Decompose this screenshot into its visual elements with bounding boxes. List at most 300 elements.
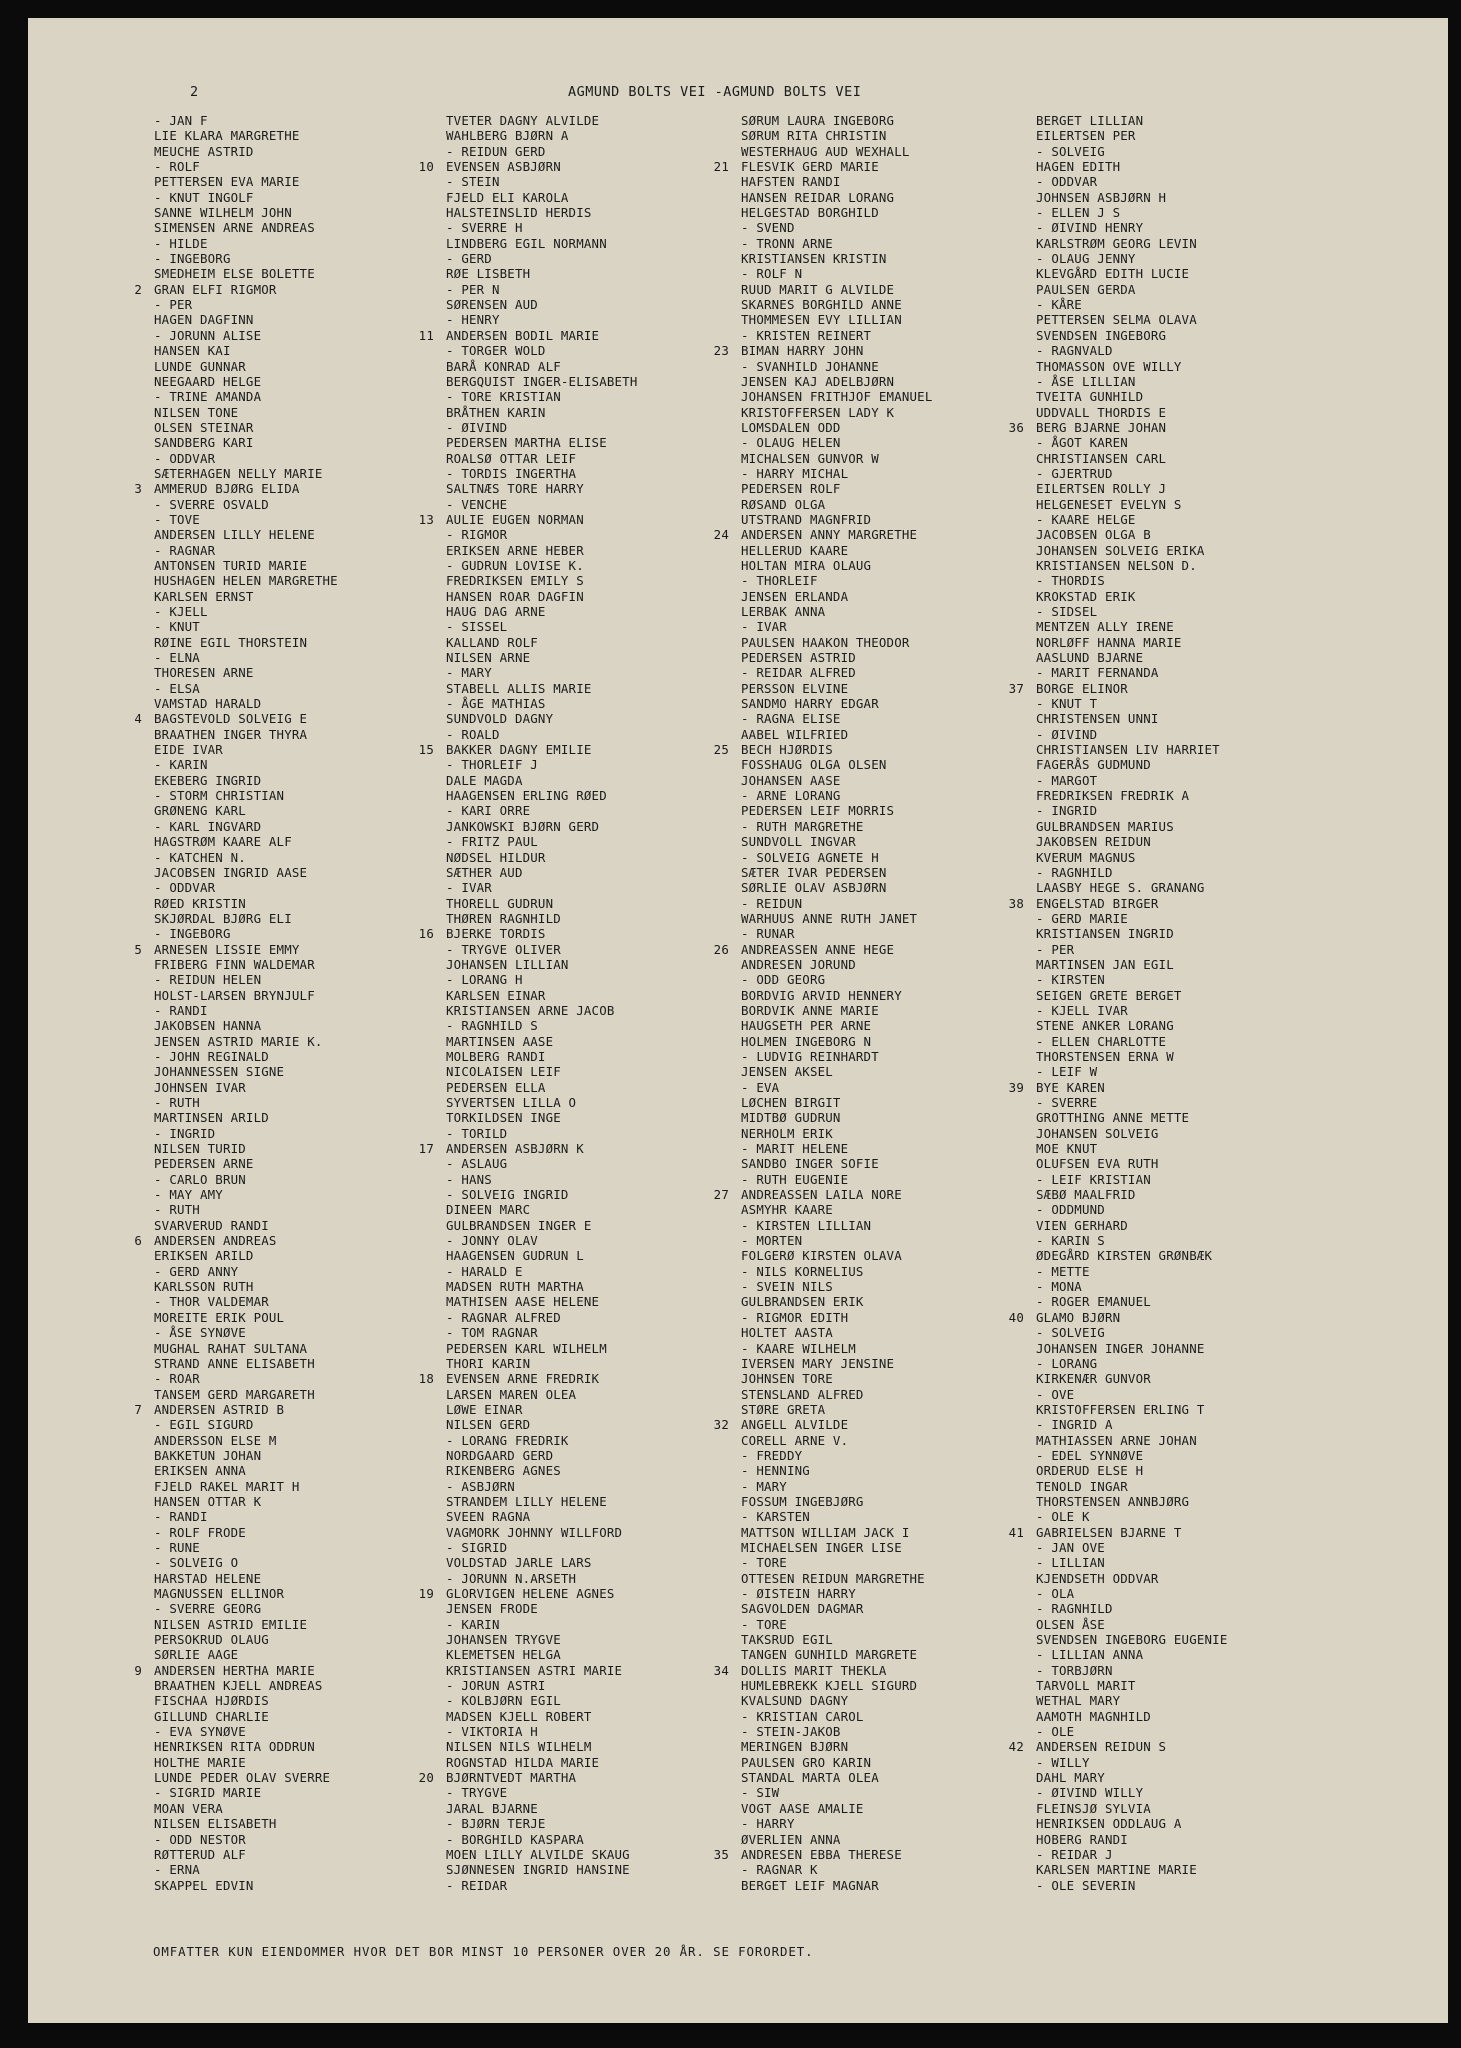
resident-name: - GJERTRUD	[1036, 465, 1113, 481]
resident-name: - ODD GEORG	[741, 972, 826, 988]
resident-name: BAGSTEVOLD SOLVEIG E	[154, 711, 308, 727]
resident-name: EIDE IVAR	[154, 742, 223, 758]
resident-name: KROKSTAD ERIK	[1036, 588, 1136, 604]
resident-name: RØTTERUD ALF	[154, 1846, 246, 1862]
resident-name: PETTERSEN EVA MARIE	[154, 174, 300, 190]
resident-name: PETTERSEN SELMA OLAVA	[1036, 312, 1197, 328]
resident-name: - TORE	[741, 1616, 787, 1632]
resident-name: HAGSTRØM KAARE ALF	[154, 834, 292, 850]
resident-name: - KARIN S	[1036, 1233, 1105, 1249]
resident-name: - OLE K	[1036, 1509, 1090, 1525]
house-number: 24	[713, 527, 729, 543]
resident-name: MATHISEN AASE HELENE	[446, 1294, 600, 1310]
resident-name: - THORDIS	[1036, 573, 1105, 589]
resident-name: JANKOWSKI BJØRN GERD	[446, 818, 600, 834]
resident-name: LUNDE PEDER OLAV SVERRE	[154, 1770, 331, 1786]
resident-name: - OVE	[1036, 1386, 1075, 1402]
resident-name: LØCHEN BIRGIT	[741, 1095, 841, 1110]
resident-name: - FRITZ PAUL	[446, 834, 538, 850]
resident-name: DINEEN MARC	[446, 1202, 531, 1218]
resident-name: SVENDSEN INGEBORG EUGENIE	[1036, 1632, 1228, 1648]
resident-name: - ROGER EMANUEL	[1036, 1294, 1151, 1310]
resident-name: - THORLEIF	[741, 573, 818, 589]
resident-name: - KIRSTEN LILLIAN	[741, 1217, 872, 1233]
resident-name: - SIDSEL	[1036, 604, 1098, 619]
resident-name: EVENSEN ASBJØRN	[446, 159, 561, 175]
resident-name: MERINGEN BJØRN	[741, 1739, 849, 1755]
resident-name: FJELD ELI KAROLA	[446, 189, 569, 205]
resident-name: KARLSEN MARTINE MARIE	[1036, 1862, 1197, 1878]
resident-name: FLEINSJØ SYLVIA	[1036, 1800, 1151, 1816]
resident-name: ASMYHR KAARE	[741, 1202, 833, 1218]
resident-name: RØSAND OLGA	[741, 496, 826, 512]
house-number: 3	[134, 481, 142, 497]
resident-name: LAASBY HEGE S. GRANANG	[1036, 880, 1205, 896]
resident-name: - LUDVIG REINHARDT	[741, 1048, 879, 1064]
resident-name: SVENDSEN INGEBORG	[1036, 327, 1167, 343]
resident-name: NORLØFF HANNA MARIE	[1036, 634, 1182, 650]
resident-name: HAGEN EDITH	[1036, 159, 1121, 175]
resident-name: - SOLVEIG O	[154, 1555, 239, 1571]
resident-name: SKARNES BORGHILD ANNE	[741, 297, 902, 313]
resident-name: VOLDSTAD JARLE LARS	[446, 1555, 592, 1571]
resident-name: - RANDI	[154, 1002, 208, 1018]
resident-name: HARSTAD HELENE	[154, 1570, 262, 1586]
resident-name: SAGVOLDEN DAGMAR	[741, 1601, 864, 1617]
resident-name: STRANDEM LILLY HELENE	[446, 1493, 607, 1509]
resident-name: - KARSTEN	[741, 1509, 810, 1525]
resident-name: - LORANG H	[446, 972, 523, 988]
resident-name: HAFSTEN RANDI	[741, 174, 841, 190]
resident-name: ANDRESEN EBBA THERESE	[741, 1846, 902, 1862]
resident-name: ANDERSEN HERTHA MARIE	[154, 1662, 315, 1678]
resident-name: JOHANNESSEN SIGNE	[154, 1064, 285, 1080]
house-number: 32	[713, 1417, 729, 1433]
house-number: 27	[713, 1187, 729, 1203]
resident-name: THORSTENSEN ERNA W	[1036, 1048, 1174, 1064]
resident-name: KARLSEN ERNST	[154, 588, 254, 604]
resident-name: - RAGNA ELISE	[741, 711, 841, 727]
resident-name: STRAND ANNE ELISABETH	[154, 1355, 315, 1371]
resident-name: VAMSTAD HARALD	[154, 696, 262, 712]
resident-name: STENSLAND ALFRED	[741, 1386, 864, 1402]
resident-name: ERIKSEN ANNA	[154, 1463, 246, 1479]
resident-name: KVERUM MAGNUS	[1036, 849, 1136, 865]
resident-name: UDDVALL THORDIS E	[1036, 404, 1167, 420]
resident-name: AULIE EUGEN NORMAN	[446, 511, 584, 527]
house-number: 34	[713, 1662, 729, 1678]
resident-name: - REIDAR	[446, 1877, 508, 1893]
resident-name: AABEL WILFRIED	[741, 726, 849, 742]
resident-name: MATHIASSEN ARNE JOHAN	[1036, 1432, 1197, 1448]
resident-name: FOSSHAUG OLGA OLSEN	[741, 757, 887, 773]
resident-name: OTTESEN REIDUN MARGRETHE	[741, 1570, 925, 1586]
resident-name: - THOR VALDEMAR	[154, 1294, 269, 1310]
resident-name: - JOHN REGINALD	[154, 1048, 269, 1064]
resident-name: - LILLIAN	[1036, 1555, 1105, 1571]
resident-name: - KOLBJØRN EGIL	[446, 1693, 561, 1709]
resident-name: NILSEN ASTRID EMILIE	[154, 1616, 308, 1632]
resident-name: - THORLEIF J	[446, 757, 538, 773]
resident-name: MICHALSEN GUNVOR W	[741, 450, 879, 466]
resident-name: JOHANSEN AASE	[741, 772, 841, 788]
resident-name: SÆTER IVAR PEDERSEN	[741, 864, 887, 880]
resident-name: GLAMO BJØRN	[1036, 1309, 1121, 1325]
resident-name: LINDBERG EGIL NORMANN	[446, 235, 607, 251]
resident-name: ANDERSEN ASTRID B	[154, 1401, 285, 1417]
resident-name: - SVERRE	[1036, 1095, 1098, 1110]
resident-name: - ROLF	[154, 159, 200, 175]
resident-name: HANSEN KAI	[154, 343, 231, 359]
resident-name: PEDERSEN ARNE	[154, 1156, 254, 1172]
resident-name: JACOBSEN OLGA B	[1036, 527, 1151, 543]
resident-name: - RAGNHILD S	[446, 1018, 538, 1034]
resident-name: - BJØRN TERJE	[446, 1816, 546, 1832]
resident-name: LOMSDALEN ODD	[741, 419, 841, 435]
resident-name: HOBERG RANDI	[1036, 1831, 1128, 1847]
resident-name: VAGMORK JOHNNY WILLFORD	[446, 1524, 623, 1540]
resident-name: HALSTEINSLID HERDIS	[446, 205, 592, 221]
resident-name: BORGE ELINOR	[1036, 680, 1128, 696]
resident-name: - BORGHILD KASPARA	[446, 1831, 584, 1847]
resident-name: ØVERLIEN ANNA	[741, 1831, 841, 1847]
resident-name: KRISTIANSEN KRISTIN	[741, 251, 887, 267]
resident-name: BERGET LEIF MAGNAR	[741, 1877, 879, 1893]
resident-name: SALTNÆS TORE HARRY	[446, 481, 584, 497]
resident-name: ROALSØ OTTAR LEIF	[446, 450, 577, 466]
resident-name: JAKOBSEN REIDUN	[1036, 834, 1151, 850]
resident-name: NICOLAISEN LEIF	[446, 1064, 561, 1080]
resident-name: THORELL GUDRUN	[446, 895, 554, 911]
resident-name: BERG BJARNE JOHAN	[1036, 419, 1167, 435]
resident-name: HANSEN ROAR DAGFIN	[446, 588, 584, 604]
resident-name: - RUTH	[154, 1095, 200, 1110]
resident-name: NORDGAARD GERD	[446, 1447, 554, 1463]
resident-name: STØRE GRETA	[741, 1401, 826, 1417]
resident-name: AAMOTH MAGNHILD	[1036, 1708, 1151, 1724]
resident-name: IVERSEN MARY JENSINE	[741, 1355, 895, 1371]
resident-name: - RAGNHILD	[1036, 1601, 1113, 1617]
resident-name: - KAARE HELGE	[1036, 511, 1136, 527]
resident-name: JOHANSEN LILLIAN	[446, 956, 569, 972]
resident-name: - RANDI	[154, 1509, 208, 1525]
resident-name: OLSEN STEINAR	[154, 419, 254, 435]
resident-name: - EVA	[741, 1079, 780, 1095]
house-number: 16	[418, 926, 434, 942]
resident-name: - INGEBORG	[154, 251, 231, 267]
house-number: 23	[713, 343, 729, 359]
resident-name: KVALSUND DAGNY	[741, 1693, 849, 1709]
resident-name: GULBRANDSEN INGER E	[446, 1217, 592, 1233]
resident-name: MARTINSEN ARILD	[154, 1110, 269, 1126]
resident-name: HOLTAN MIRA OLAUG	[741, 557, 872, 573]
resident-name: SÆTHER AUD	[446, 864, 523, 880]
resident-name: MARTINSEN JAN EGIL	[1036, 956, 1174, 972]
resident-name: JENSEN AKSEL	[741, 1064, 833, 1080]
resident-name: - ØIVIND HENRY	[1036, 220, 1144, 236]
resident-name: - HARALD E	[446, 1263, 523, 1279]
resident-name: MOLBERG RANDI	[446, 1048, 546, 1064]
resident-name: - ROLF N	[741, 266, 803, 282]
resident-name: JARAL BJARNE	[446, 1800, 538, 1816]
resident-name: ROGNSTAD HILDA MARIE	[446, 1754, 600, 1770]
resident-name: - ØISTEIN HARRY	[741, 1586, 856, 1601]
resident-name: - TRYGVE	[446, 1785, 508, 1801]
house-number: 6	[134, 1233, 142, 1249]
resident-name: PEDERSEN KARL WILHELM	[446, 1340, 607, 1356]
resident-name: - PER	[1036, 941, 1075, 957]
resident-name: SVEEN RAGNA	[446, 1509, 531, 1525]
resident-name: SANDMO HARRY EDGAR	[741, 696, 879, 712]
resident-name: KJENDSETH ODDVAR	[1036, 1570, 1159, 1586]
resident-name: BERGQUIST INGER-ELISABETH	[446, 373, 638, 389]
resident-name: - STORM CHRISTIAN	[154, 788, 285, 804]
resident-name: ØDEGÅRD KIRSTEN GRØNBÆK	[1036, 1248, 1213, 1264]
resident-name: SMEDHEIM ELSE BOLETTE	[154, 266, 315, 282]
resident-name: SUNDVOLD DAGNY	[446, 711, 554, 727]
resident-name: ANDERSSON ELSE M	[154, 1432, 277, 1448]
resident-name: ANDERSEN REIDUN S	[1036, 1739, 1167, 1755]
resident-name: - ØIVIND	[1036, 726, 1098, 742]
resident-name: WARHUUS ANNE RUTH JANET	[741, 910, 918, 926]
resident-name: PAULSEN HAAKON THEODOR	[741, 634, 910, 650]
house-number: 5	[134, 941, 142, 957]
resident-name: SKJØRDAL BJØRG ELI	[154, 910, 292, 926]
resident-name: - RIGMOR	[446, 527, 508, 543]
resident-name: - MARY	[446, 665, 492, 681]
resident-name: - SOLVEIG AGNETE H	[741, 849, 879, 865]
house-number: 25	[713, 742, 729, 758]
resident-name: SANDBO INGER SOFIE	[741, 1156, 879, 1172]
resident-name: - JORUN ASTRI	[446, 1678, 546, 1694]
resident-name: BORDVIK ANNE MARIE	[741, 1002, 879, 1018]
resident-name: BECH HJØRDIS	[741, 742, 833, 758]
resident-name: - SVANHILD JOHANNE	[741, 358, 879, 374]
resident-name: GABRIELSEN BJARNE T	[1036, 1524, 1182, 1540]
resident-name: MOREITE ERIK POUL	[154, 1309, 285, 1325]
resident-name: - ELLEN CHARLOTTE	[1036, 1033, 1167, 1049]
resident-name: ANDERSEN BODIL MARIE	[446, 327, 600, 343]
resident-name: UTSTRAND MAGNFRID	[741, 511, 872, 527]
resident-name: FAGERÅS GUDMUND	[1036, 757, 1151, 773]
house-number: 38	[1008, 895, 1024, 911]
resident-name: STABELL ALLIS MARIE	[446, 680, 592, 696]
resident-name: - RAGNAR K	[741, 1862, 818, 1878]
resident-name: - KNUT	[154, 619, 200, 635]
house-number: 7	[134, 1401, 142, 1417]
resident-name: - MONA	[1036, 1279, 1082, 1295]
house-number: 41	[1008, 1524, 1024, 1540]
resident-name: HANSEN REIDAR LORANG	[741, 189, 895, 205]
resident-name: MICHAELSEN INGER LISE	[741, 1539, 902, 1555]
resident-name: - ASBJØRN	[446, 1478, 515, 1494]
resident-name: - KRISTIAN CAROL	[741, 1708, 864, 1724]
resident-name: - MARY	[741, 1478, 787, 1494]
resident-name: BAKKER DAGNY EMILIE	[446, 742, 592, 758]
resident-name: - RUNE	[154, 1539, 200, 1555]
resident-name: STENE ANKER LORANG	[1036, 1018, 1174, 1034]
resident-name: - TOM RAGNAR	[446, 1325, 538, 1341]
resident-name: - MARIT FERNANDA	[1036, 665, 1159, 681]
house-number: 26	[713, 941, 729, 957]
resident-name: PERSOKRUD OLAUG	[154, 1632, 269, 1648]
resident-name: BIMAN HARRY JOHN	[741, 343, 864, 359]
resident-name: - RIGMOR EDITH	[741, 1309, 849, 1325]
resident-name: BAKKETUN JOHAN	[154, 1447, 262, 1463]
resident-name: CHRISTENSEN UNNI	[1036, 711, 1159, 727]
resident-name: LARSEN MAREN OLEA	[446, 1386, 577, 1402]
resident-name: RUUD MARIT G ALVILDE	[741, 281, 895, 297]
resident-name: CORELL ARNE V.	[741, 1432, 849, 1448]
resident-name: STANDAL MARTA OLEA	[741, 1770, 879, 1786]
house-number: 36	[1008, 419, 1024, 435]
resident-name: GULBRANDSEN ERIK	[741, 1294, 864, 1310]
house-number: 37	[1008, 680, 1024, 696]
resident-name: - GERD MARIE	[1036, 910, 1128, 926]
resident-name: SØRUM LAURA INGEBORG	[741, 113, 895, 128]
resident-name: HOLTHE MARIE	[154, 1754, 246, 1770]
resident-name: NILSEN ARNE	[446, 650, 531, 666]
resident-name: - OLA	[1036, 1586, 1075, 1601]
resident-name: ANDERSEN ANNY MARGRETHE	[741, 527, 918, 543]
house-number: 13	[418, 511, 434, 527]
resident-name: - SVEND	[741, 220, 795, 236]
resident-name: - MARGOT	[1036, 772, 1098, 788]
resident-name: HAGEN DAGFINN	[154, 312, 254, 328]
resident-name: FRIBERG FINN WALDEMAR	[154, 956, 315, 972]
resident-name: - JORUNN ALISE	[154, 327, 262, 343]
resident-name: - ØIVIND WILLY	[1036, 1785, 1144, 1801]
resident-name: KALLAND ROLF	[446, 634, 538, 650]
resident-name: - CARLO BRUN	[154, 1171, 246, 1187]
resident-name: HOLTET AASTA	[741, 1325, 833, 1341]
house-number: 4	[134, 711, 142, 727]
resident-name: JOHANSEN TRYGVE	[446, 1632, 561, 1648]
resident-name: PAULSEN GRO KARIN	[741, 1754, 872, 1770]
resident-name: SØRLIE AAGE	[154, 1647, 239, 1663]
resident-name: KRISTIANSEN INGRID	[1036, 926, 1174, 942]
resident-name: - KARL INGVARD	[154, 818, 262, 834]
resident-name: SØRENSEN AUD	[446, 297, 538, 313]
resident-name: ARNESEN LISSIE EMMY	[154, 941, 300, 957]
resident-name: MATTSON WILLIAM JACK I	[741, 1524, 910, 1540]
resident-name: TENOLD INGAR	[1036, 1478, 1128, 1494]
resident-name: PAULSEN GERDA	[1036, 281, 1136, 297]
resident-name: SIMENSEN ARNE ANDREAS	[154, 220, 315, 236]
resident-name: - KAARE WILHELM	[741, 1340, 856, 1356]
resident-name: - ODDVAR	[154, 880, 216, 896]
resident-name: - TRINE AMANDA	[154, 389, 262, 405]
resident-name: FLESVIK GERD MARIE	[741, 159, 879, 175]
resident-name: KIRKENÆR GUNVOR	[1036, 1371, 1151, 1387]
resident-name: - JAN OVE	[1036, 1539, 1105, 1555]
resident-name: SØRUM RITA CHRISTIN	[741, 128, 887, 144]
resident-name: ANGELL ALVILDE	[741, 1417, 849, 1433]
resident-name: SYVERTSEN LILLA O	[446, 1095, 577, 1110]
resident-name: GLORVIGEN HELENE AGNES	[446, 1586, 615, 1601]
resident-name: - GERD	[446, 251, 492, 267]
resident-name: - ÅSE SYNØVE	[154, 1325, 246, 1341]
resident-name: - HILDE	[154, 235, 208, 251]
resident-name: - SOLVEIG	[1036, 1325, 1105, 1341]
resident-name: MADSEN RUTH MARTHA	[446, 1279, 584, 1295]
page-number: 2	[190, 84, 199, 100]
resident-name: - HARRY	[741, 1816, 795, 1832]
resident-name: - TRYGVE OLIVER	[446, 941, 561, 957]
resident-name: NILSEN ELISABETH	[154, 1816, 277, 1832]
resident-name: HUMLEBREKK KJELL SIGURD	[741, 1678, 918, 1694]
resident-name: HELLERUD KAARE	[741, 542, 849, 558]
resident-name: - RUTH EUGENIE	[741, 1171, 849, 1187]
resident-name: - GERD ANNY	[154, 1263, 239, 1279]
resident-name: DOLLIS MARIT THEKLA	[741, 1662, 887, 1678]
resident-name: BORDVIG ARVID HENNERY	[741, 987, 902, 1003]
resident-name: THOMASSON OVE WILLY	[1036, 358, 1182, 374]
resident-name: BRAATHEN KJELL ANDREAS	[154, 1678, 323, 1694]
resident-name: ANDRESEN JORUND	[741, 956, 856, 972]
resident-name: - REIDAR J	[1036, 1846, 1113, 1862]
resident-name: SJØNNESEN INGRID HANSINE	[446, 1862, 630, 1878]
resident-name: BERGET LILLIAN	[1036, 113, 1144, 128]
resident-name: - VIKTORIA H	[446, 1724, 538, 1740]
resident-name: JOHNSEN ASBJØRN H	[1036, 189, 1167, 205]
resident-name: - LEIF W	[1036, 1064, 1098, 1080]
resident-name: - MARIT HELENE	[741, 1141, 849, 1157]
resident-name: - ODD NESTOR	[154, 1831, 246, 1847]
resident-name: JOHANSEN INGER JOHANNE	[1036, 1340, 1205, 1356]
resident-name: - HENNING	[741, 1463, 810, 1479]
resident-name: SUNDVOLL INGVAR	[741, 834, 856, 850]
resident-name: - KJELL IVAR	[1036, 1002, 1128, 1018]
resident-name: - TORDIS INGERTHA	[446, 465, 577, 481]
house-number: 35	[713, 1846, 729, 1862]
resident-name: THORI KARIN	[446, 1355, 531, 1371]
resident-name: HAAGENSEN ERLING RØED	[446, 788, 607, 804]
resident-name: RØINE EGIL THORSTEIN	[154, 634, 308, 650]
resident-name: TAKSRUD EGIL	[741, 1632, 833, 1648]
resident-name: - TORBJØRN	[1036, 1662, 1113, 1678]
resident-name: HAUGSETH PER ARNE	[741, 1018, 872, 1034]
resident-name: ORDERUD ELSE H	[1036, 1463, 1144, 1479]
resident-name: AASLUND BJARNE	[1036, 650, 1144, 666]
resident-name: - KARIN	[154, 757, 208, 773]
resident-name: - REIDUN GERD	[446, 143, 546, 159]
resident-name: DAHL MARY	[1036, 1770, 1105, 1786]
resident-name: - SIW	[741, 1785, 780, 1801]
house-number: 19	[418, 1586, 434, 1601]
resident-name: - PER N	[446, 281, 500, 297]
resident-name: HAAGENSEN GUDRUN L	[446, 1248, 584, 1264]
resident-name: MUGHAL RAHAT SULTANA	[154, 1340, 308, 1356]
resident-name: JACOBSEN INGRID AASE	[154, 864, 308, 880]
resident-name: - KNUT T	[1036, 696, 1098, 712]
resident-name: BJERKE TORDIS	[446, 926, 546, 942]
resident-name: - HANS	[446, 1171, 492, 1187]
resident-name: JOHANSEN SOLVEIG ERIKA	[1036, 542, 1205, 558]
resident-name: - KNUT INGOLF	[154, 189, 254, 205]
resident-name: WESTERHAUG AUD WEXHALL	[741, 143, 910, 159]
resident-name: - SVERRE GEORG	[154, 1601, 262, 1617]
resident-name: - TORE KRISTIAN	[446, 389, 561, 405]
resident-name: HOLMEN INGEBORG N	[741, 1033, 872, 1049]
resident-name: NILSEN NILS WILHELM	[446, 1739, 592, 1755]
resident-name: - ARNE LORANG	[741, 788, 841, 804]
resident-name: - KÅRE	[1036, 297, 1082, 313]
resident-name: BRÅTHEN KARIN	[446, 404, 546, 420]
resident-name: JAKOBSEN HANNA	[154, 1018, 262, 1034]
resident-name: JENSEN KAJ ADELBJØRN	[741, 373, 895, 389]
resident-name: GRAN ELFI RIGMOR	[154, 281, 277, 297]
